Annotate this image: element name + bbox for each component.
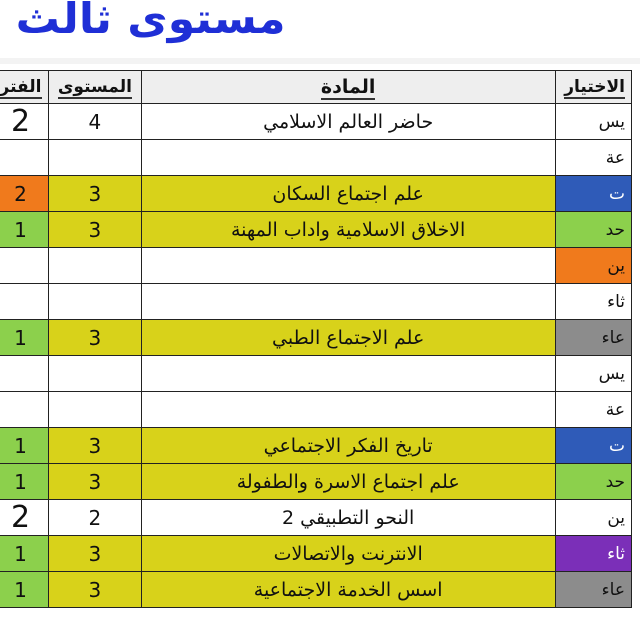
subject-cell <box>141 248 555 284</box>
level-cell: 3 <box>49 572 142 608</box>
period-cell <box>0 392 49 428</box>
level-cell <box>49 392 142 428</box>
header-row <box>0 71 632 104</box>
day-cell: عاء <box>555 320 631 356</box>
period-cell <box>0 284 49 320</box>
period-cell <box>0 248 49 284</box>
page-title-wrap <box>0 0 640 56</box>
table-row <box>0 248 632 284</box>
table-row <box>0 212 632 248</box>
day-cell: ت <box>555 428 631 464</box>
subject-cell <box>141 284 555 320</box>
table-row <box>0 176 632 212</box>
subject-cell: الانترنت والاتصالات <box>141 536 555 572</box>
table-row <box>0 356 632 392</box>
day-cell: ين <box>555 500 631 536</box>
table-row <box>0 536 632 572</box>
level-cell: 3 <box>49 176 142 212</box>
period-cell: 1 <box>0 536 49 572</box>
period-cell <box>0 140 49 176</box>
subject-cell: تاريخ الفكر الاجتماعي <box>141 428 555 464</box>
period-cell: 2 <box>0 176 49 212</box>
divider <box>0 58 640 64</box>
table-row <box>0 284 632 320</box>
table-row <box>0 572 632 608</box>
subject-cell: علم اجتماع الاسرة والطفولة <box>141 464 555 500</box>
day-cell: عاء <box>555 572 631 608</box>
period-cell: 1 <box>0 212 49 248</box>
day-cell: حد <box>555 212 631 248</box>
table-row <box>0 104 632 140</box>
day-cell: ثاء <box>555 536 631 572</box>
schedule-table <box>0 70 632 608</box>
period-cell: 1 <box>0 320 49 356</box>
subject-cell <box>141 356 555 392</box>
subject-cell <box>141 140 555 176</box>
table-row <box>0 140 632 176</box>
day-cell: ثاء <box>555 284 631 320</box>
level-cell <box>49 356 142 392</box>
period-cell <box>0 356 49 392</box>
day-cell: ت <box>555 176 631 212</box>
subject-cell: علم الاجتماع الطبي <box>141 320 555 356</box>
level-cell: 3 <box>49 428 142 464</box>
table-row <box>0 392 632 428</box>
level-cell <box>49 248 142 284</box>
period-cell: 2 <box>0 104 49 140</box>
header-period: الفتر <box>0 71 49 104</box>
table-row <box>0 500 632 536</box>
day-cell: عة <box>555 140 631 176</box>
period-cell: 2 <box>0 500 49 536</box>
period-cell: 1 <box>0 572 49 608</box>
level-cell <box>49 140 142 176</box>
day-cell: يس <box>555 104 631 140</box>
level-cell: 3 <box>49 320 142 356</box>
subject-cell: حاضر العالم الاسلامي <box>141 104 555 140</box>
header-subject: المادة <box>141 71 555 104</box>
header-level: المستوى <box>49 71 142 104</box>
header-choice: الاختيار <box>555 71 631 104</box>
level-cell: 3 <box>49 212 142 248</box>
subject-cell: الاخلاق الاسلامية واداب المهنة <box>141 212 555 248</box>
level-cell: 3 <box>49 536 142 572</box>
table-row <box>0 320 632 356</box>
period-cell: 1 <box>0 428 49 464</box>
day-cell: عة <box>555 392 631 428</box>
day-cell: حد <box>555 464 631 500</box>
level-cell <box>49 284 142 320</box>
subject-cell: اسس الخدمة الاجتماعية <box>141 572 555 608</box>
table-row <box>0 464 632 500</box>
table-row <box>0 428 632 464</box>
level-cell: 4 <box>49 104 142 140</box>
subject-cell: علم اجتماع السكان <box>141 176 555 212</box>
subject-cell: النحو التطبيقي 2 <box>141 500 555 536</box>
subject-cell <box>141 392 555 428</box>
day-cell: ين <box>555 248 631 284</box>
level-cell: 3 <box>49 464 142 500</box>
day-cell: يس <box>555 356 631 392</box>
level-cell: 2 <box>49 500 142 536</box>
page-title: مستوى ثالث <box>15 0 286 43</box>
period-cell: 1 <box>0 464 49 500</box>
